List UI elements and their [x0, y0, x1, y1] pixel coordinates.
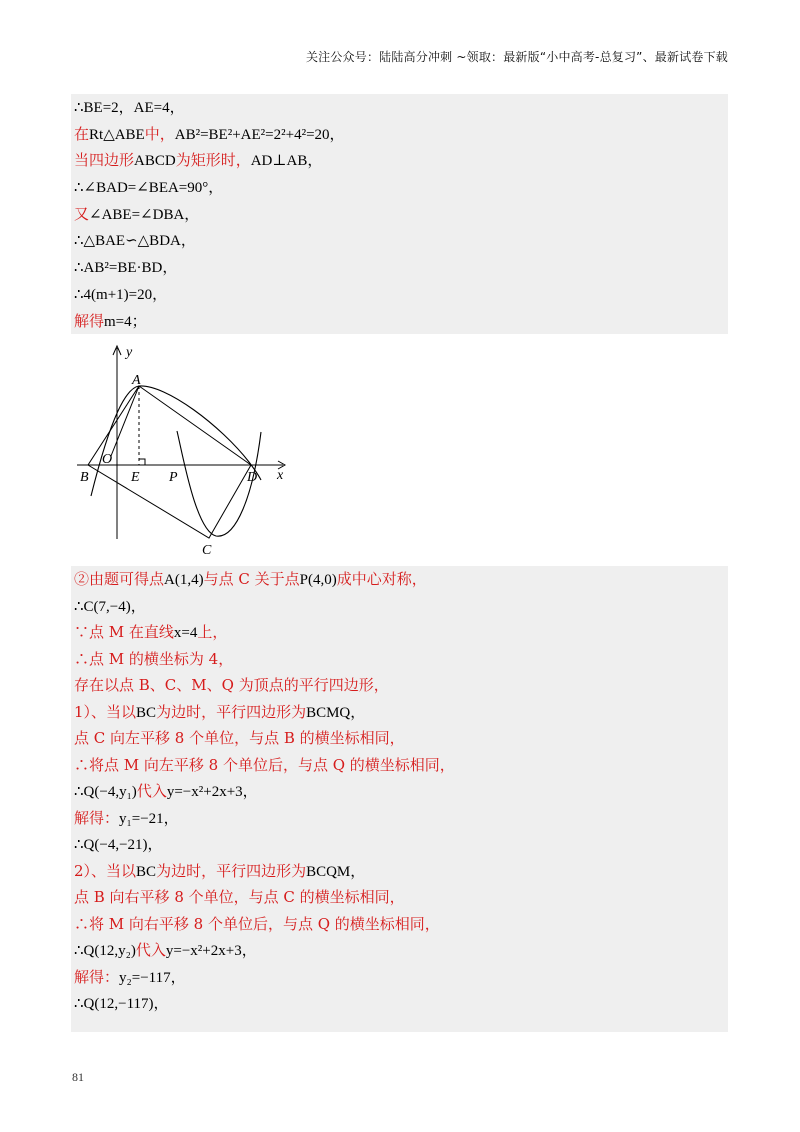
- solution-line: [71, 752, 728, 779]
- label-y: y: [126, 345, 133, 360]
- solution-line: [71, 308, 728, 335]
- math-expression: x=4: [173, 625, 198, 641]
- solution-text: 解得：: [74, 967, 120, 986]
- solution-line: [71, 911, 728, 938]
- math-expression: y=−x²+2x+3，: [166, 784, 258, 800]
- solution-text: 代入: [135, 941, 166, 959]
- segment-ao: [111, 386, 139, 456]
- solution-text: ∵点 M 在直线: [74, 623, 174, 641]
- solution-text: 点 B 向右平移 8 个单位，与点 C 的横坐标相同，: [74, 888, 405, 906]
- solution-text: 中，: [144, 124, 175, 143]
- math-expression: m=4；: [104, 313, 147, 330]
- solution-text: 在: [74, 124, 90, 143]
- math-expression: ∴BE=2，AE=4，: [74, 100, 185, 116]
- math-expression: ∴Q(12,y₂): [74, 943, 136, 959]
- page-header: 关注公众号：陆陆高分冲刺 ~领取：最新版“小中高考-总复习”、最新试卷下载: [305, 50, 728, 64]
- math-expression: ∴C(7,−4)，: [74, 598, 146, 615]
- solution-text: 为边时，平行四边形为: [156, 702, 307, 721]
- solution-line: [71, 566, 728, 593]
- solution-line: [71, 964, 728, 991]
- solution-text: 与点 C 关于点: [203, 570, 300, 588]
- solution-line: [71, 725, 728, 752]
- math-expression: ∴△BAE∽△BDA，: [74, 233, 196, 250]
- graph-svg: [71, 336, 298, 566]
- solution-block-bottom: [71, 566, 728, 1032]
- solution-block-top: [71, 94, 728, 334]
- math-expression: P(4,0): [299, 572, 337, 588]
- solution-text: ②由题可得点: [74, 570, 165, 588]
- solution-text: 代入: [136, 782, 167, 800]
- solution-text: 解得：: [74, 808, 120, 827]
- solution-line: [71, 937, 728, 964]
- solution-text: 为边时，平行四边形为: [156, 861, 307, 880]
- label-o: O: [102, 452, 113, 467]
- solution-line: [71, 227, 728, 254]
- math-expression: ∠ABE=∠DBA，: [89, 206, 200, 223]
- solution-line: [71, 147, 728, 174]
- math-expression: ∴4(m+1)=20，: [74, 286, 168, 303]
- math-expression: BCQM，: [306, 863, 366, 880]
- math-expression: ∴Q(12,−117)，: [74, 996, 169, 1012]
- solution-line: [71, 201, 728, 228]
- math-expression: BCMQ，: [306, 704, 366, 721]
- math-expression: BC: [136, 704, 157, 721]
- solution-line: [71, 805, 728, 832]
- solution-text: 成中心对称，: [336, 570, 427, 588]
- solution-line: [71, 778, 728, 805]
- label-p: P: [169, 470, 178, 485]
- parallelogram-abcd: [88, 386, 251, 538]
- label-d: D: [247, 470, 258, 485]
- solution-line: [71, 884, 728, 911]
- solution-line: [71, 94, 728, 121]
- solution-text: 上，: [197, 623, 228, 641]
- solution-text: 当四边形: [74, 151, 135, 170]
- solution-text: ∴将点 M 向左平移 8 个单位后，与点 Q 的横坐标相同，: [74, 755, 455, 774]
- label-a: A: [132, 373, 141, 388]
- math-expression: ABCD: [134, 153, 176, 170]
- solution-line: [71, 619, 728, 646]
- solution-line: [71, 174, 728, 201]
- label-b: B: [80, 470, 89, 485]
- solution-text: 为矩形时，: [175, 151, 251, 170]
- math-expression: y₂=−117，: [119, 969, 186, 986]
- solution-line: [71, 281, 728, 308]
- solution-text: 存在以点 B、C、M、Q 为顶点的平行四边形，: [74, 676, 389, 694]
- solution-line: [71, 646, 728, 673]
- solution-text: 解得: [74, 311, 105, 330]
- math-expression: BC: [136, 863, 157, 880]
- right-angle-mark: [139, 459, 145, 465]
- label-c: C: [202, 543, 212, 558]
- math-expression: ∴Q(−4,−21)，: [74, 837, 163, 853]
- solution-text: ∴将 M 向右平移 8 个单位后，与点 Q 的横坐标相同，: [74, 914, 440, 933]
- math-expression: ∴AB²=BE·BD，: [74, 260, 178, 277]
- label-x: x: [277, 468, 284, 483]
- solution-text: 1）、当以: [74, 702, 137, 721]
- solution-line: [71, 831, 728, 858]
- math-expression: A(1,4): [164, 572, 204, 588]
- solution-line: [71, 121, 728, 148]
- solution-line: [71, 593, 728, 620]
- math-expression: ∴Q(−4,y₁): [74, 784, 137, 800]
- solution-line: [71, 672, 728, 699]
- solution-text: ∴点 M 的横坐标为 4，: [74, 649, 234, 668]
- solution-text: 2）、当以: [74, 861, 137, 880]
- math-expression: AD⊥AB，: [250, 153, 323, 170]
- math-expression: AB²=BE²+AE²=2²+4²=20，: [174, 126, 345, 143]
- solution-line: [71, 990, 728, 1017]
- solution-line: [71, 858, 728, 885]
- math-expression: ∴∠BAD=∠BEA=90°，: [74, 180, 224, 197]
- label-e: E: [131, 470, 140, 485]
- page-number: 81: [72, 1070, 84, 1084]
- math-expression: Rt△ABE: [89, 126, 145, 143]
- math-expression: y₁=−21，: [119, 810, 179, 827]
- solution-text: 点 C 向左平移 8 个单位，与点 B 的横坐标相同，: [74, 729, 405, 747]
- solution-line: [71, 699, 728, 726]
- solution-text: 又: [74, 204, 90, 223]
- math-expression: y=−x²+2x+3，: [165, 943, 257, 959]
- solution-line: [71, 254, 728, 281]
- function-graph-figure: [71, 336, 298, 566]
